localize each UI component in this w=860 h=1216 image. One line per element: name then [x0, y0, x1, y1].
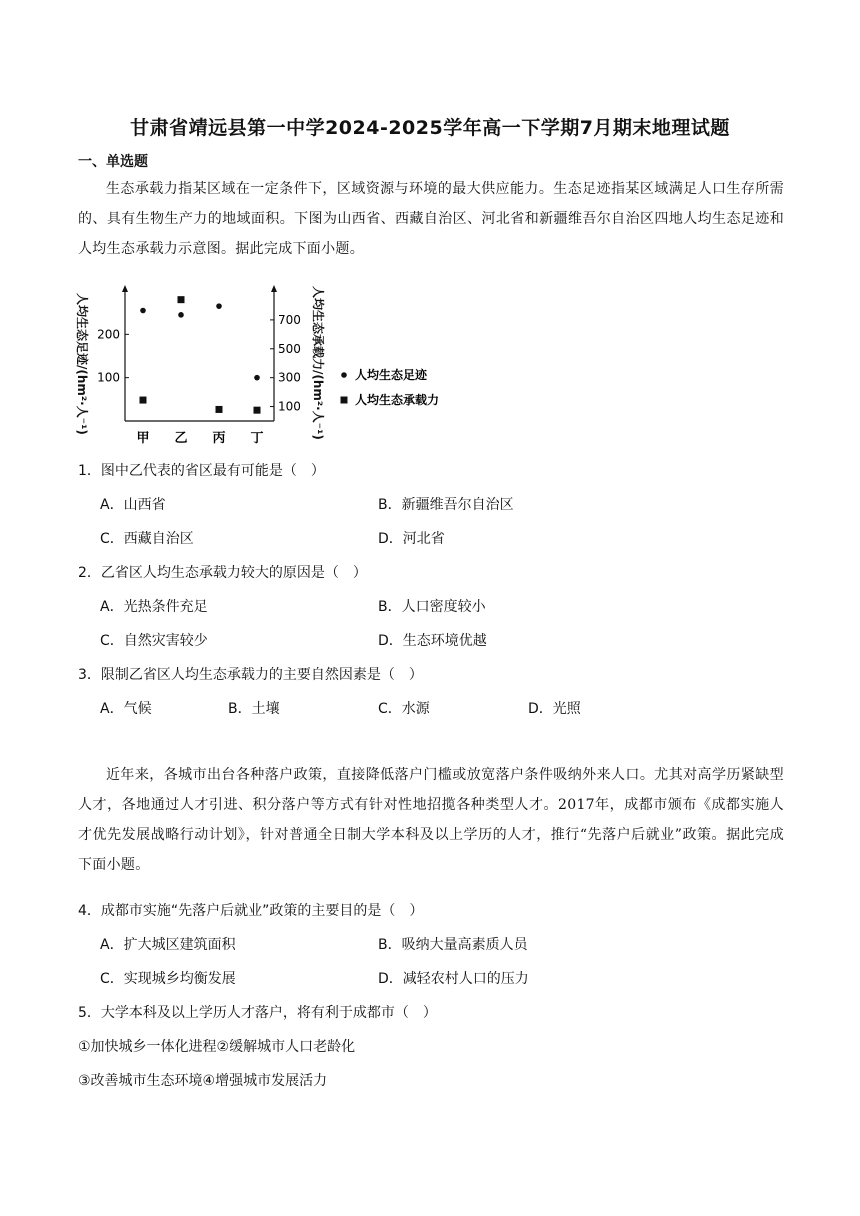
q4-option-b[interactable]: B．吸纳大量高素质人员: [378, 937, 528, 953]
left-axis-label: 人均生态足迹/(hm²·人⁻¹): [75, 293, 89, 435]
left-tick-label: 200: [97, 327, 120, 342]
capacity-point: [178, 296, 185, 303]
q3-option-a[interactable]: A．气候: [100, 701, 152, 717]
section-heading: 一、单选题: [78, 154, 148, 170]
right-tick-label: 300: [278, 370, 301, 385]
chart-marks: [140, 296, 261, 414]
q2-option-b[interactable]: B．人口密度较小: [378, 599, 486, 615]
q3-option-c[interactable]: C．水源: [378, 701, 430, 717]
right-axis-arrow: [271, 285, 277, 292]
legend-capacity-label: 人均生态承载力: [355, 393, 440, 407]
left-axis-arrow: [122, 285, 128, 292]
q1-option-c[interactable]: C．西藏自治区: [100, 531, 194, 547]
q2-option-d[interactable]: D．生态环境优越: [378, 633, 487, 649]
question-5-stem: 5．大学本科及以上学历人才落户，将有利于成都市（ ）: [78, 1005, 437, 1021]
q1-option-b[interactable]: B．新疆维吾尔自治区: [378, 497, 514, 513]
q4-option-d[interactable]: D．减轻农村人口的压力: [378, 971, 529, 987]
q5-item-line-2: ③改善城市生态环境④增强城市发展活力: [78, 1073, 328, 1089]
footprint-point: [178, 312, 184, 318]
footprint-point: [254, 375, 260, 381]
x-category-label: 丙: [212, 431, 226, 446]
q1-option-d[interactable]: D．河北省: [378, 531, 445, 547]
x-ticks: [136, 431, 263, 446]
ecology-chart: [68, 283, 488, 451]
footprint-point: [216, 303, 222, 309]
right-tick-label: 100: [278, 399, 301, 414]
question-4-stem: 4．成都市实施“先落户后就业”政策的主要目的是（ ）: [78, 903, 424, 919]
left-ticks: [97, 327, 129, 384]
q2-option-c[interactable]: C．自然灾害较少: [100, 633, 208, 649]
capacity-point: [254, 407, 261, 414]
page-title: 甘肃省靖远县第一中学2024-2025学年高一下学期7月期末地理试题: [130, 117, 730, 139]
right-tick-label: 500: [278, 341, 301, 356]
capacity-point: [216, 406, 223, 413]
right-ticks: [270, 313, 301, 414]
question-3-stem: 3．限制乙省区人均生态承载力的主要自然因素是（ ）: [78, 667, 423, 683]
q2-option-a[interactable]: A．光热条件充足: [100, 599, 208, 615]
q5-item-line-1: ①加快城乡一体化进程②缓解城市人口老龄化: [78, 1039, 356, 1055]
q4-option-c[interactable]: C．实现城乡均衡发展: [100, 971, 236, 987]
right-axis-label: 人均生态承载力/(hm²·人⁻¹): [311, 286, 325, 440]
legend-footprint-marker: [341, 372, 347, 378]
q1-option-a[interactable]: A．山西省: [100, 497, 166, 513]
legend-footprint-label: 人均生态足迹: [355, 368, 428, 382]
question-2-stem: 2．乙省区人均生态承载力较大的原因是（ ）: [78, 565, 367, 581]
x-category-label: 丁: [250, 431, 264, 446]
footprint-point: [140, 308, 146, 314]
legend-capacity-marker: [341, 397, 348, 404]
capacity-point: [140, 397, 147, 404]
left-tick-label: 100: [97, 370, 120, 385]
question-1-stem: 1．图中乙代表的省区最有可能是（ ）: [78, 463, 325, 479]
x-category-label: 乙: [174, 431, 188, 446]
right-tick-label: 700: [278, 312, 301, 327]
q4-option-a[interactable]: A．扩大城区建筑面积: [100, 937, 236, 953]
passage-1: 生态承载力指某区域在一定条件下，区域资源与环境的最大供应能力。生态足迹指某区域满足人口生存所需的、具有生物生产力的地域面积。下图为山西省、西藏自治区、河北省和新疆维吾尔自治区四地人均生态足迹和人均生态承载力示意图。据此完成下面小题。: [78, 181, 784, 257]
passage-2: 近年来，各城市出台各种落户政策，直接降低落户门槛或放宽落户条件吸纳外来人口。尤其对高学历紧缺型人才，各地通过人才引进、积分落户等方式有针对性地招揽各种类型人才。2017年，成都市颁布《成都实施人才优先发展战略行动计划》，针对普通全日制大学本科及以上学历的人才，推行“先落户后就业”政策。据此完成下面小题。: [78, 767, 784, 873]
q3-option-b[interactable]: B．土壤: [228, 701, 280, 717]
q3-option-d[interactable]: D．光照: [528, 701, 581, 717]
x-category-label: 甲: [136, 431, 150, 446]
